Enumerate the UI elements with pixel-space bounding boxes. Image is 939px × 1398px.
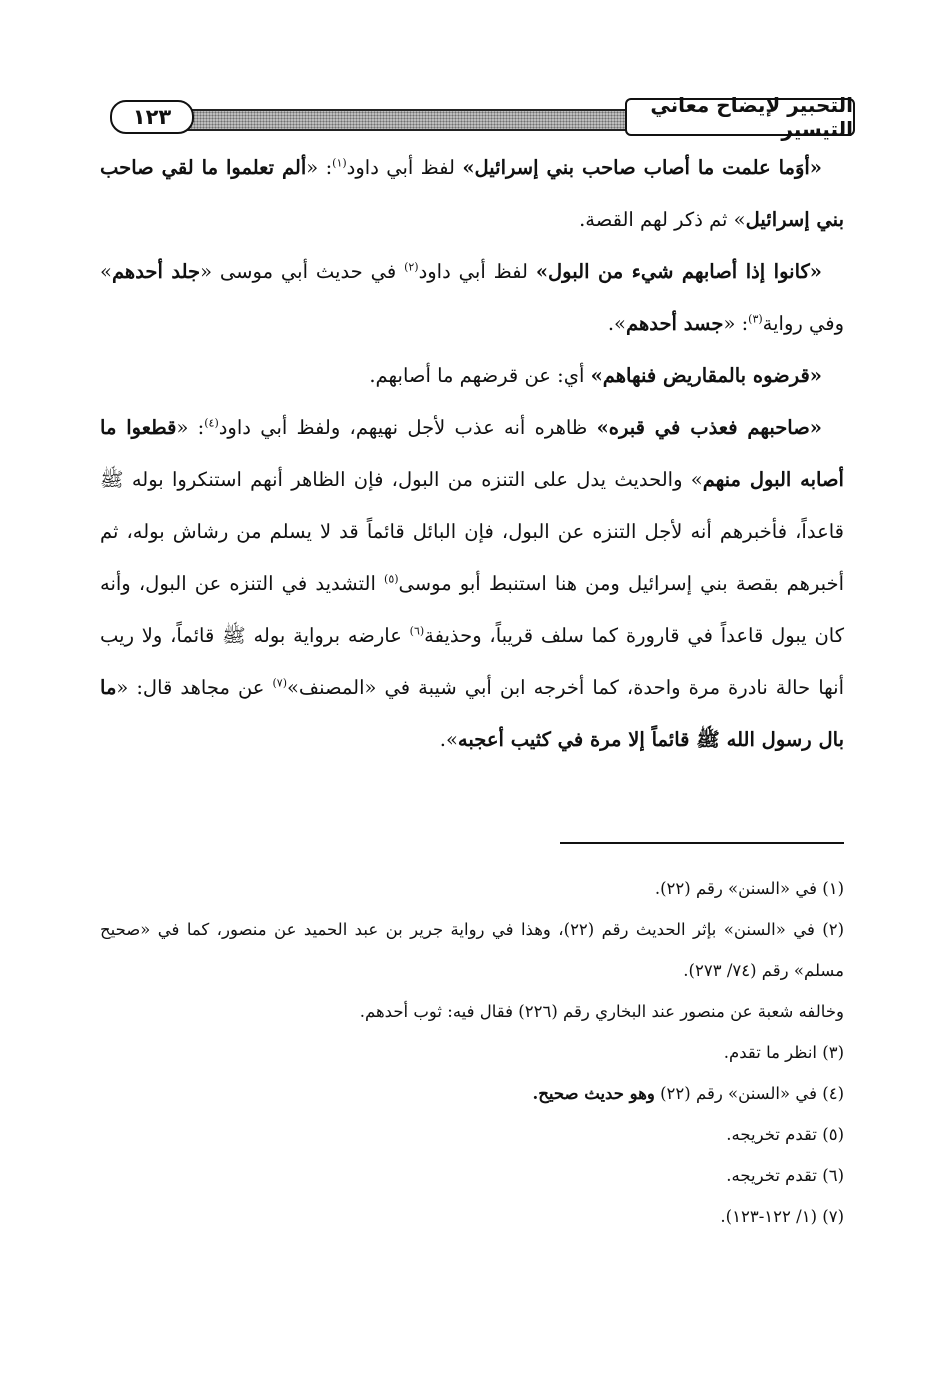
text: : « (176, 416, 205, 439)
paragraph-3 (100, 350, 844, 402)
quote: «كانوا إذا أصابهم شيء من البول» (535, 260, 822, 283)
footnote-2: (٢) في «السنن» بإثر الحديث رقم (٢٢)، وهذا في رواية جرير بن عبد الحميد عن منصور، كما في «صحيح مسلم» رقم (٧٤/ ٢٧٣). (100, 920, 845, 980)
quote: جسد أحدهم (626, 312, 724, 335)
page-header (100, 93, 855, 141)
quote: جلد أحدهم (111, 260, 201, 283)
footnote-5: (٥) تقدم تخريجه. (726, 1125, 844, 1144)
text: أي: عن قرضهم ما أصابهم. (369, 364, 591, 387)
text: » والحديث يدل على التنزه من البول، فإن الظاهر أنهم استنكروا بوله ﷺ قاعداً، فأخبرهم أنه لأجل التنزه عن البول، فإن البائل قائماً قد لا يسلم من رشاش بوله، ثم أخبرهم بقصة بني إسرائيل ومن هنا استنبط أبو موسى (100, 468, 844, 595)
footnote-ref: (٧) (272, 676, 287, 690)
text: وهو حديث صحيح. (532, 1084, 655, 1103)
quote: ما بال رسول الله ﷺ قائماً إلا مرة في كثيب أعجبه (100, 676, 844, 751)
footnote-ref: (١) (332, 156, 347, 170)
paragraph-2 (100, 246, 844, 350)
quote: «قرضوه بالمقاريض فنهاهم» (590, 364, 822, 387)
text: : « (723, 312, 749, 335)
text: ظاهره أنه عذب لأجل نهيهم، ولفظ أبي داود (218, 416, 597, 439)
text: ». (607, 312, 626, 335)
footnote-ref: (٤) (204, 416, 219, 430)
main-text (100, 142, 844, 766)
text: عن مجاهد قال: « (116, 676, 273, 699)
footnote-3: (٣) انظر ما تقدم. (723, 1043, 844, 1062)
footnote-separator (560, 842, 844, 844)
text: لفظ أبي داود (418, 260, 536, 283)
page-number: ١٢٣ (110, 100, 194, 134)
text: ». (439, 728, 458, 751)
paragraph-4 (100, 402, 844, 766)
text: في حديث أبي موسى « (200, 260, 405, 283)
footnote-ref: (٣) (748, 312, 763, 326)
footnote-6: (٦) تقدم تخريجه. (726, 1166, 844, 1185)
footnotes (100, 868, 844, 1237)
text: عارضه برواية بوله ﷺ قائماً، ولا ريب أنها حالة نادرة مرة واحدة، كما أخرجه ابن أبي شيبة في «المصنف» (100, 624, 844, 699)
text: » ثم ذكر لهم القصة. (579, 208, 746, 231)
paragraph-1 (100, 142, 844, 246)
book-title: التحبير لإيضاح معاني التيسير (625, 98, 855, 136)
text: لفظ أبي داود (346, 156, 463, 179)
footnote-7: (٧) (١/ ١٢٢-١٢٣). (720, 1207, 844, 1226)
footnote-2-continued: وخالفه شعبة عن منصور عند البخاري رقم (٢٢٦) فقال فيه: ثوب أحدهم. (359, 1002, 844, 1021)
footnote-1: (١) في «السنن» رقم (٢٢). (654, 879, 844, 898)
text: (٤) في «السنن» رقم (٢٢) (654, 1084, 844, 1103)
footnote-ref: (٦) (409, 624, 425, 638)
quote: قطعوا ما أصابه البول منهم (100, 416, 844, 491)
quote: «صاحبهم فعذب في قبره» (596, 416, 822, 439)
header-ornament-band (160, 109, 655, 131)
text: التشديد في التنزه عن البول، وأنه كان يبول قاعداً في قارورة كما سلف قريباً، وحذيفة (100, 572, 844, 647)
quote: ألم تعلموا ما لقي صاحب بني إسرائيل (100, 156, 844, 231)
quote: «أوَما علمت ما أصاب صاحب بني إسرائيل» (462, 156, 822, 179)
footnote-4 (100, 1073, 844, 1114)
text: : « (306, 156, 333, 179)
footnote-ref: (٥) (384, 572, 399, 586)
footnote-ref: (٢) (404, 260, 419, 274)
text: » وفي رواية (100, 260, 844, 335)
